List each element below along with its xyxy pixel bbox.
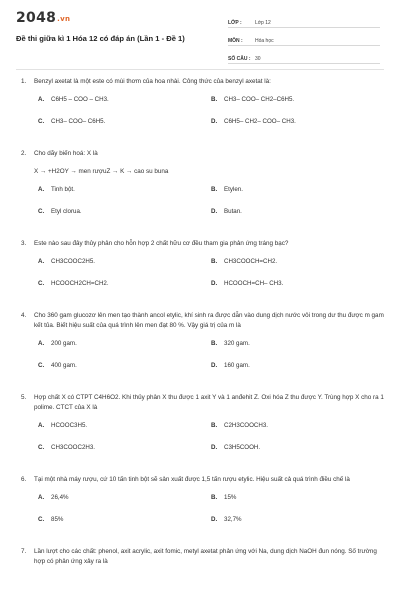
option-text: HCOOCH2CH=CH2.	[51, 280, 109, 287]
option-letter: D.	[211, 208, 218, 215]
answer-option[interactable]	[38, 443, 211, 453]
answer-option[interactable]	[38, 339, 211, 349]
answer-option[interactable]	[211, 493, 384, 503]
meta-label: LỚP :	[228, 20, 242, 26]
answer-option[interactable]	[38, 257, 211, 267]
answer-option[interactable]	[38, 207, 211, 217]
option-letter: B.	[211, 186, 218, 193]
option-text: CH3COOC2H3.	[51, 444, 96, 451]
logo-suffix: .vn	[57, 15, 71, 23]
option-text: 160 gam.	[224, 362, 250, 369]
option-text: Etylen.	[224, 186, 243, 193]
question-number: 7.	[21, 548, 27, 555]
question-row	[16, 393, 388, 413]
option-text: Butan.	[224, 208, 242, 215]
option-text: CH3COOCH=CH2.	[224, 258, 278, 265]
option-letter: A.	[38, 258, 45, 265]
question-number: 4.	[21, 312, 27, 319]
option-text: CH3– COO– CH2–C6H5.	[224, 96, 295, 103]
option-letter: C.	[38, 280, 45, 287]
question-number: 2.	[21, 150, 27, 157]
question-item	[16, 239, 388, 301]
option-text: C2H3COOCH3.	[224, 422, 269, 429]
answer-option[interactable]	[211, 443, 384, 453]
answer-option[interactable]	[211, 279, 384, 289]
option-letter: C.	[38, 362, 45, 369]
question-text: Cho 360 gam glucozơ lên men tạo thành ancol etylic, khí sinh ra được dẫn vào dung dịch nước vôi trong dư thu được m gam kết tủa. Biết hiệu suất của quá trình lên men đạt 80 %. Vậy giá trị của m là	[34, 312, 384, 329]
option-letter: B.	[211, 494, 218, 501]
logo-main: 2048	[16, 10, 57, 26]
option-text: HCOOC3H5.	[51, 422, 88, 429]
question-text: Lần lượt cho các chất: phenol, axit acrylic, axit fomic, metyl axetat phản ứng với Na, dung dịch NaOH đun nóng. Số trường hợp có phản ứng xảy ra là	[34, 548, 377, 565]
option-letter: B.	[211, 422, 218, 429]
question-text: Este nào sau đây thủy phân cho hỗn hợp 2 chất hữu cơ đều tham gia phản ứng tráng bạc?	[34, 240, 289, 247]
option-text: 320 gam.	[224, 340, 250, 347]
option-text: C6H5– CH2– COO– CH3.	[224, 118, 296, 125]
option-letter: D.	[211, 362, 218, 369]
option-text: CH3COOC2H5.	[51, 258, 96, 265]
option-letter: B.	[211, 340, 218, 347]
answer-options	[16, 185, 388, 229]
option-letter: A.	[38, 186, 45, 193]
option-letter: D.	[211, 444, 218, 451]
question-item	[16, 475, 388, 537]
option-letter: D.	[211, 118, 218, 125]
option-letter: B.	[211, 96, 218, 103]
answer-option[interactable]	[211, 421, 384, 431]
answer-option[interactable]	[38, 185, 211, 195]
answer-options	[16, 257, 388, 301]
option-letter: A.	[38, 494, 45, 501]
question-row	[16, 77, 388, 87]
question-number: 5.	[21, 394, 27, 401]
answer-option[interactable]	[211, 117, 384, 127]
answer-option[interactable]	[211, 95, 384, 105]
option-letter: A.	[38, 340, 45, 347]
site-logo[interactable]	[16, 10, 70, 26]
option-text: Tinh bột.	[51, 186, 75, 193]
meta-value: Lớp 12	[255, 20, 271, 26]
option-letter: C.	[38, 118, 45, 125]
question-item	[16, 149, 388, 229]
meta-value: 30	[255, 56, 261, 62]
question-number: 1.	[21, 78, 27, 85]
question-text: Benzyl axetat là một este có mùi thơm của hoa nhài. Công thức của benzyl axetat là:	[34, 78, 271, 85]
option-letter: C.	[38, 208, 45, 215]
option-letter: B.	[211, 258, 218, 265]
option-text: Etyl clorua.	[51, 208, 82, 215]
question-row	[16, 547, 388, 567]
option-text: C6H5 – COO – CH3.	[51, 96, 109, 103]
option-text: 15%	[224, 494, 237, 501]
answer-option[interactable]	[38, 421, 211, 431]
exam-title: Đề thi giữa kì 1 Hóa 12 có đáp án (Lần 1 - Đề 1)	[16, 34, 185, 43]
answer-option[interactable]	[38, 117, 211, 127]
question-item	[16, 311, 388, 383]
meta-label: MÔN :	[228, 38, 243, 44]
question-scheme: X → +H2OY → men rượuZ → K → cao su buna	[34, 168, 169, 175]
question-row	[16, 239, 388, 249]
answer-option[interactable]	[211, 339, 384, 349]
option-letter: D.	[211, 516, 218, 523]
answer-options	[16, 493, 388, 537]
answer-option[interactable]	[211, 185, 384, 195]
option-text: 400 gam.	[51, 362, 77, 369]
option-text: 200 gam.	[51, 340, 77, 347]
option-text: 85%	[51, 516, 64, 523]
option-text: C3H5COOH.	[224, 444, 261, 451]
answer-options	[16, 339, 388, 383]
answer-option[interactable]	[38, 493, 211, 503]
meta-row	[228, 50, 380, 64]
question-row	[16, 149, 388, 159]
option-letter: C.	[38, 516, 45, 523]
option-text: 26,4%	[51, 494, 69, 501]
header-divider	[16, 69, 384, 70]
meta-label: SỐ CÂU :	[228, 56, 251, 62]
question-item	[16, 77, 388, 139]
header	[0, 0, 400, 64]
question-row	[16, 311, 388, 331]
answer-option[interactable]	[38, 361, 211, 371]
meta-row	[228, 14, 380, 28]
meta-row	[228, 32, 380, 46]
question-text: Cho dãy biến hoá: X là	[34, 150, 98, 157]
answer-option[interactable]	[211, 361, 384, 371]
option-text: HCOOCH=CH– CH3.	[224, 280, 284, 287]
option-text: CH3– COO– C6H5.	[51, 118, 106, 125]
question-text: Tại một nhà máy rượu, cứ 10 tấn tinh bột sẽ sản xuất được 1,5 tấn rượu etylic. Hiệu suất cả quá trình điều chế là	[34, 476, 350, 483]
question-text: Hợp chất X có CTPT C4H6O2. Khi thủy phân X thu được 1 axit Y và 1 anđehit Z. Oxi hóa Z thu được Y. Trùng hợp X cho ra 1 polime. CTCT của X là	[34, 394, 384, 411]
question-number: 6.	[21, 476, 27, 483]
question-item	[16, 547, 388, 567]
answer-option[interactable]	[38, 515, 211, 525]
option-letter: C.	[38, 444, 45, 451]
exam-meta	[228, 14, 380, 68]
answer-option[interactable]	[38, 279, 211, 289]
option-text: 32,7%	[224, 516, 242, 523]
answer-option[interactable]	[38, 95, 211, 105]
option-letter: A.	[38, 96, 45, 103]
question-number: 3.	[21, 240, 27, 247]
question-list	[16, 77, 388, 577]
answer-option[interactable]	[211, 207, 384, 217]
question-item	[16, 393, 388, 465]
answer-option[interactable]	[211, 257, 384, 267]
option-letter: A.	[38, 422, 45, 429]
answer-options	[16, 95, 388, 139]
meta-value: Hóa học	[255, 38, 274, 44]
question-row	[16, 475, 388, 485]
option-letter: D.	[211, 280, 218, 287]
answer-option[interactable]	[211, 515, 384, 525]
answer-options	[16, 421, 388, 465]
